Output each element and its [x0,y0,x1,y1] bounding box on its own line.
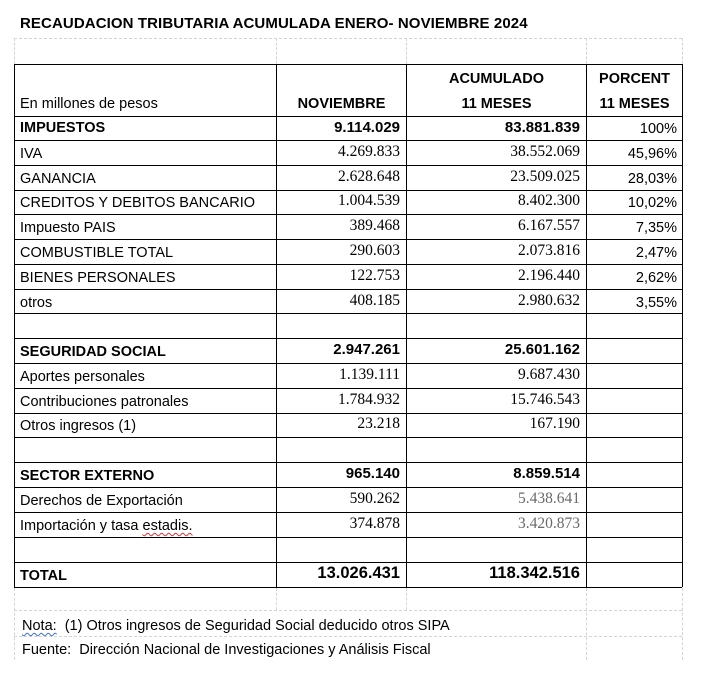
value-acumulado: 8.402.300 [518,192,580,209]
value-noviembre: 2.947.261 [333,341,400,358]
row-label: Contribuciones patronales [20,394,189,410]
value-porcentaje: 28,03% [627,171,677,187]
row-label-main: Importación y tasa [20,518,143,534]
header-noviembre: NOVIEMBRE [297,96,386,112]
row-label: otros [20,295,53,311]
value-acumulado: 2.196.440 [518,267,580,284]
row-label: IVA [20,146,43,162]
value-acumulado: 23.509.025 [510,168,580,185]
value-noviembre: 4.269.833 [338,143,400,160]
row-label: IMPUESTOS [20,120,106,136]
value-acumulado: 2.073.816 [518,242,580,259]
row-label: Aportes personales [20,369,145,385]
value-noviembre: 1.784.932 [338,391,400,408]
row-label: SEGURIDAD SOCIAL [20,344,166,360]
value-noviembre: 122.753 [349,267,400,284]
value-porcentaje: 2,62% [635,270,677,286]
value-acumulado: 83.881.839 [504,119,580,136]
value-noviembre: 590.262 [349,490,400,507]
value-noviembre: 408.185 [349,292,400,309]
value-noviembre: 9.114.029 [334,119,400,136]
header-acumulado: ACUMULADO [448,71,545,87]
header-porcent: PORCENT [599,71,670,87]
value-acumulado: 167.190 [529,415,580,432]
nota-prefix: Nota: [22,618,57,634]
row-label: GANANCIA [20,171,96,187]
value-porcentaje: 100% [639,121,677,137]
value-acumulado: 3.420.873 [518,515,580,532]
value-acumulado: 8.859.514 [513,465,580,482]
value-porcentaje: 2,47% [635,245,677,261]
value-acumulado: 25.601.162 [504,341,580,358]
spellcheck-flag: estadis. [142,518,193,534]
value-porcentaje: 45,96% [627,146,677,162]
value-noviembre: 2.628.648 [338,168,400,185]
row-label: COMBUSTIBLE TOTAL [20,245,174,261]
value-acumulado: 2.980.632 [518,292,580,309]
fuente: Fuente: Dirección Nacional de Investigaciones y Análisis Fiscal [22,642,431,658]
value-acumulado: 38.552.069 [510,143,580,160]
value-noviembre: 389.468 [349,217,400,234]
row-label: TOTAL [20,568,67,584]
value-porcentaje: 10,02% [627,195,677,211]
value-noviembre: 374.878 [349,515,400,532]
units-label: En millones de pesos [20,96,158,112]
nota [22,618,450,634]
row-label [20,517,192,535]
value-acumulado: 5.438.641 [518,490,580,507]
row-label: Otros ingresos (1) [20,418,137,434]
row-label: BIENES PERSONALES [20,270,176,286]
row-label: CREDITOS Y DEBITOS BANCARIO [20,195,256,211]
row-label: Derechos de Exportación [20,493,183,509]
value-acumulado: 118.342.516 [489,564,580,582]
value-noviembre: 965.140 [345,465,400,482]
value-noviembre: 13.026.431 [317,564,400,582]
value-noviembre: 1.004.539 [338,192,400,209]
row-label: SECTOR EXTERNO [20,468,155,484]
header-acumulado-meses: 11 MESES [461,96,532,112]
value-acumulado: 6.167.557 [518,217,580,234]
value-acumulado: 15.746.543 [510,391,580,408]
value-noviembre: 290.603 [349,242,400,259]
document-title: RECAUDACION TRIBUTARIA ACUMULADA ENERO- NOVIEMBRE 2024 [20,15,528,32]
value-porcentaje: 7,35% [635,220,677,236]
value-acumulado: 9.687.430 [518,366,580,383]
value-porcentaje: 3,55% [635,295,677,311]
nota-text: (1) Otros ingresos de Seguridad Social deducido otros SIPA [56,618,450,634]
row-label: Impuesto PAIS [20,220,116,236]
value-noviembre: 1.139.111 [339,366,400,383]
value-noviembre: 23.218 [357,415,400,432]
header-porcent-meses: 11 MESES [599,96,670,112]
